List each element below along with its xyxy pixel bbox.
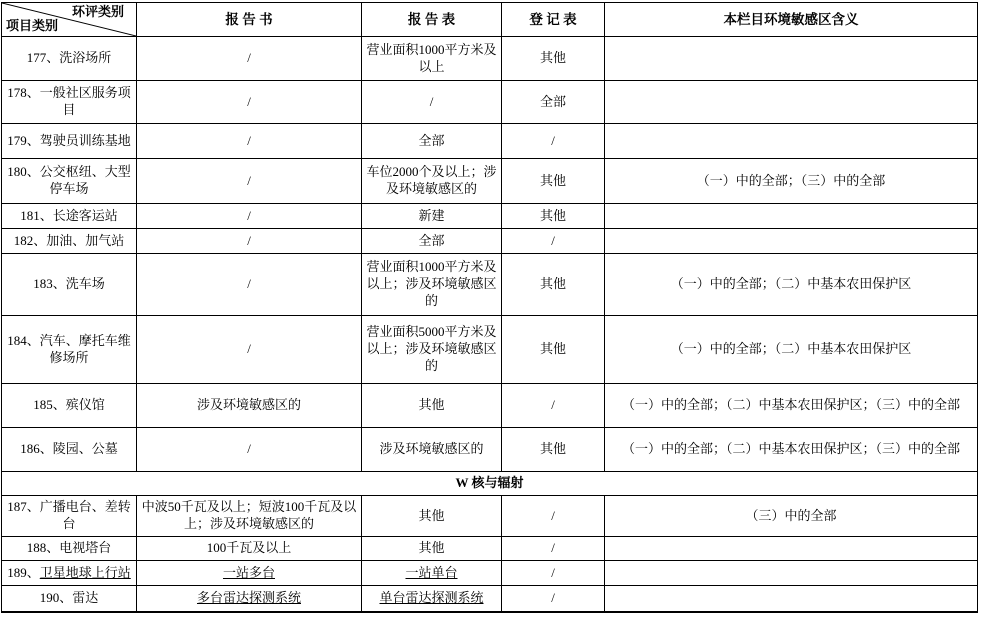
table-row [2, 428, 978, 472]
cell-text: 178、一般社区服务项目 [7, 85, 131, 117]
cell-text: （一）中的全部；（二）中基本农田保护区；（三）中的全部 [621, 441, 960, 457]
table-cell [502, 124, 605, 159]
table-row [2, 537, 978, 561]
table-cell [137, 254, 362, 316]
table-cell [137, 428, 362, 472]
table-cell [362, 496, 502, 537]
table-row [2, 496, 978, 537]
table-cell [362, 229, 502, 254]
cell-text: 营业面积1000平方米及以上 [366, 41, 497, 74]
table-cell [605, 428, 978, 472]
section-label: W 核与辐射 [2, 472, 978, 496]
table-cell [502, 586, 605, 612]
cell-text: 187、广播电台、差转台 [7, 499, 131, 531]
cell-text: 185、殡仪馆 [33, 397, 105, 413]
cell-text: / [551, 397, 555, 413]
underlined-text: 卫星地球上行站 [39, 564, 131, 580]
cell-text: 189、 [7, 564, 40, 580]
table-cell [502, 254, 605, 316]
cell-text: 181、长途客运站 [20, 207, 118, 223]
table-row [2, 384, 978, 428]
cell-text: 188、电视塔台 [26, 540, 112, 556]
cell-text: / [551, 564, 555, 580]
table-cell [605, 316, 978, 384]
table-cell [362, 254, 502, 316]
table-cell [362, 384, 502, 428]
table-cell [502, 561, 605, 586]
table-cell [137, 384, 362, 428]
cell-text: 全部 [418, 232, 445, 248]
header-report-book: 报 告 书 [137, 3, 362, 37]
cell-text: （一）中的全部；（二）中基本农田保护区；（三）中的全部 [621, 397, 960, 413]
table-cell [362, 81, 502, 124]
table-cell [137, 81, 362, 124]
cell-text: 180、公交枢纽、大型停车场 [7, 164, 131, 196]
underlined-text: 一站多台 [222, 564, 275, 580]
table-cell [137, 124, 362, 159]
table-cell [137, 159, 362, 204]
table-row [2, 204, 978, 229]
cell-text: / [429, 93, 434, 109]
table-cell [2, 37, 137, 81]
table-cell [2, 229, 137, 254]
table-cell [137, 37, 362, 81]
underlined-text: 单台雷达探测系统 [379, 589, 484, 605]
cell-text: 其他 [418, 397, 445, 413]
table-cell [605, 159, 978, 204]
cell-text: / [551, 589, 555, 605]
table-cell [2, 561, 137, 586]
cell-text: 涉及环境敏感区的 [196, 397, 301, 413]
table-cell [362, 37, 502, 81]
cell-text: / [247, 441, 251, 457]
cell-text: / [551, 132, 555, 148]
table-cell [2, 124, 137, 159]
table-row [2, 316, 978, 384]
underlined-text: 一站单台 [405, 564, 458, 580]
table-cell [502, 384, 605, 428]
table-cell [605, 586, 978, 612]
cell-text: 其他 [539, 172, 566, 188]
table-cell [362, 428, 502, 472]
cell-text: 182、加油、加气站 [13, 232, 125, 248]
cell-text: / [247, 132, 251, 148]
cell-text: 其他 [418, 507, 445, 523]
cell-text: （一）中的全部；（三）中的全部 [696, 172, 886, 188]
table-cell [137, 586, 362, 612]
cell-text: 其他 [539, 50, 566, 66]
table-cell [605, 254, 978, 316]
table-cell [605, 496, 978, 537]
table-cell [2, 81, 137, 124]
header-sensitive-area-meaning: 本栏目环境敏感区含义 [605, 3, 978, 37]
cell-text: 其他 [539, 441, 566, 457]
table-cell [137, 496, 362, 537]
cell-text: 全部 [418, 132, 445, 148]
table-cell [362, 561, 502, 586]
table-row [2, 159, 978, 204]
cell-text: 186、陵园、公墓 [20, 441, 118, 457]
cell-text: 179、驾驶员训练基地 [7, 132, 131, 148]
section-row [2, 472, 978, 496]
table-cell [502, 81, 605, 124]
table-row [2, 586, 978, 612]
table-cell [2, 316, 137, 384]
cell-text: / [247, 172, 251, 188]
cell-text: / [247, 232, 251, 248]
table-cell [605, 204, 978, 229]
table-body [2, 37, 978, 612]
table-row [2, 561, 978, 586]
cell-text: 涉及环境敏感区的 [379, 441, 484, 457]
table-cell [502, 204, 605, 229]
table-cell [502, 428, 605, 472]
table-cell [137, 561, 362, 586]
table-cell [605, 561, 978, 586]
table-cell [2, 586, 137, 612]
cell-text: 其他 [539, 341, 566, 357]
cell-text: / [247, 276, 251, 292]
cell-text: 全部 [539, 93, 566, 109]
table-cell [362, 537, 502, 561]
table-row [2, 37, 978, 81]
cell-text: / [551, 232, 555, 248]
table-cell [137, 229, 362, 254]
cell-text: 中波50千瓦及以上；短波100千瓦及以上；涉及环境敏感区的 [141, 499, 357, 531]
table-cell [362, 124, 502, 159]
table-cell [502, 37, 605, 81]
cell-text: / [247, 341, 251, 357]
table-cell [362, 204, 502, 229]
table-cell [605, 81, 978, 124]
cell-text: 其他 [539, 276, 566, 292]
cell-text: 其他 [418, 540, 445, 556]
cell-text: 177、洗浴场所 [26, 50, 112, 66]
table-cell [2, 428, 137, 472]
cell-text: 新建 [418, 207, 445, 223]
header-project-category-label: 项目类别 [6, 18, 59, 34]
cell-text: （一）中的全部；（二）中基本农田保护区 [670, 341, 912, 357]
header-eia-category-label: 环评类别 [71, 4, 124, 19]
table-cell [2, 204, 137, 229]
table-cell [605, 124, 978, 159]
eia-classification-table [1, 2, 978, 613]
table-cell [2, 537, 137, 561]
table-cell [605, 229, 978, 254]
cell-text: 营业面积1000平方米及以上；涉及环境敏感区的 [366, 259, 497, 308]
table-row [2, 81, 978, 124]
table-cell [2, 254, 137, 316]
table-cell [502, 496, 605, 537]
cell-text: 184、汽车、摩托车维修场所 [7, 332, 131, 365]
table-cell [137, 316, 362, 384]
cell-text: 营业面积5000平方米及以上；涉及环境敏感区的 [366, 324, 497, 373]
header-report-form: 报 告 表 [362, 3, 502, 37]
table-cell [502, 229, 605, 254]
table-cell [2, 496, 137, 537]
table-row [2, 254, 978, 316]
cell-text: / [247, 50, 251, 66]
cell-text: （三）中的全部 [745, 507, 837, 523]
table-cell [605, 384, 978, 428]
cell-text: / [551, 507, 555, 523]
table-cell [362, 316, 502, 384]
table-cell [137, 537, 362, 561]
cell-text: （一）中的全部；（二）中基本农田保护区 [670, 276, 912, 292]
table-cell [605, 537, 978, 561]
cell-text: 190、雷达 [39, 589, 99, 605]
cell-text: 车位2000个及以上；涉及环境敏感区的 [366, 164, 497, 196]
table-cell [362, 159, 502, 204]
diagonal-header-cell [2, 3, 137, 37]
table-cell [137, 204, 362, 229]
table-cell [502, 316, 605, 384]
table-cell [2, 384, 137, 428]
header-registration-form: 登 记 表 [502, 3, 605, 37]
cell-text: / [551, 540, 555, 556]
cell-text: 100千瓦及以上 [206, 540, 292, 556]
table-cell [2, 159, 137, 204]
table-cell [502, 537, 605, 561]
table-cell [502, 159, 605, 204]
table-row [2, 229, 978, 254]
cell-text: 其他 [539, 207, 566, 223]
table-cell [605, 37, 978, 81]
underlined-text: 多台雷达探测系统 [196, 589, 301, 605]
table-row [2, 124, 978, 159]
table-cell [362, 586, 502, 612]
cell-text: / [247, 93, 251, 109]
cell-text: 183、洗车场 [33, 276, 105, 292]
header-row [2, 3, 978, 37]
cell-text: / [247, 207, 251, 223]
